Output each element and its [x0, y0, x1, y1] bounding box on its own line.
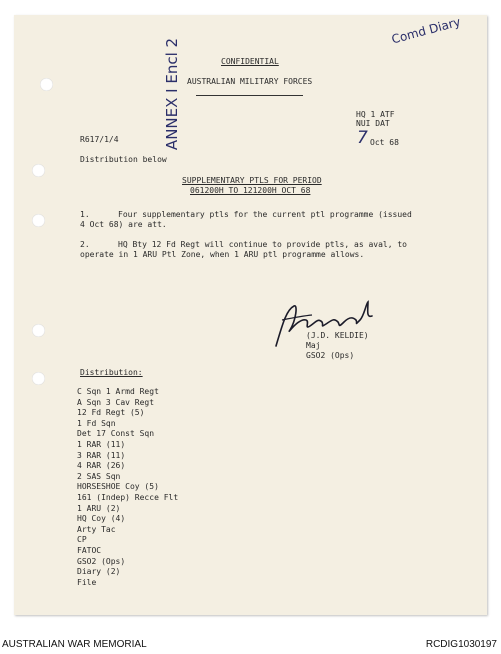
distribution-note: Distribution below: [80, 155, 167, 164]
punch-hole: [32, 324, 45, 337]
list-item: HQ Coy (4): [77, 514, 126, 524]
signatory-name: (J.D. KELDIE): [306, 331, 369, 340]
list-item: A Sqn 3 Cav Regt: [77, 397, 155, 407]
subject-line-1: SUPPLEMENTARY PTLS FOR PERIOD: [182, 176, 322, 185]
signatory-appointment: GSO2 (Ops): [306, 351, 355, 360]
footer-archive-name: AUSTRALIAN WAR MEMORIAL: [2, 639, 147, 650]
list-item: 2 SAS Sqn: [77, 471, 121, 481]
distribution-heading: Distribution:: [80, 368, 143, 377]
list-item: 1 ARU (2): [77, 503, 121, 513]
handwritten-signature: [268, 296, 378, 352]
location-label: NUI DAT: [356, 119, 390, 128]
date-rest: Oct 68: [370, 138, 399, 147]
list-item: 161 (Indep) Recce Flt: [77, 492, 179, 502]
subject-line-2: 061200H TO 121200H OCT 68: [190, 186, 311, 195]
heading-rule: [196, 95, 303, 96]
list-item: CP: [77, 535, 87, 545]
punch-hole: [32, 372, 45, 385]
list-item: GSO2 (Ops): [77, 556, 126, 566]
list-item: 3 RAR (11): [77, 450, 126, 460]
list-item: HORSESHOE Coy (5): [77, 482, 159, 492]
punch-hole: [32, 214, 45, 227]
paragraph-1-number: 1.: [80, 210, 90, 219]
annex-annotation: ANNEX I Encl 2: [163, 37, 182, 151]
classification-heading: CONFIDENTIAL: [221, 57, 279, 66]
punch-hole: [40, 78, 53, 91]
paragraph-1-line-1: Four supplementary ptls for the current ptl programme (issued: [118, 210, 412, 219]
list-item: C Sqn 1 Armd Regt: [77, 387, 159, 396]
list-item: 1 Fd Sqn: [77, 418, 116, 428]
hq-label: HQ 1 ATF: [356, 110, 395, 119]
footer-item-id: RCDIG1030197: [425, 639, 497, 650]
list-item: 12 Fd Regt (5): [77, 408, 145, 418]
list-item: 1 RAR (11): [77, 439, 126, 449]
date-day-handwritten: 7: [357, 128, 368, 148]
paragraph-2-line-1: HQ Bty 12 Fd Regt will continue to provide ptls, as aval, to: [118, 240, 407, 249]
signatory-rank: Maj: [306, 341, 321, 350]
comd-diary-annotation: Comd Diary: [390, 14, 463, 47]
list-item: 4 RAR (26): [77, 461, 126, 471]
paragraph-1-line-2: 4 Oct 68) are att.: [80, 220, 167, 229]
paragraph-2-line-2: operate in 1 ARU Ptl Zone, when 1 ARU ptl programme allows.: [80, 250, 365, 259]
punch-hole: [32, 164, 45, 177]
reference-number: R617/1/4: [80, 135, 119, 144]
paragraph-2-number: 2.: [80, 240, 90, 249]
list-item: FATOC: [77, 545, 102, 555]
list-item: Det 17 Const Sqn: [77, 429, 155, 439]
list-item: Arty Tac: [77, 524, 116, 534]
list-item: Diary (2): [77, 567, 121, 577]
list-item: File: [77, 577, 97, 587]
distribution-list: [77, 387, 178, 588]
organization-heading: AUSTRALIAN MILITARY FORCES: [187, 77, 313, 86]
